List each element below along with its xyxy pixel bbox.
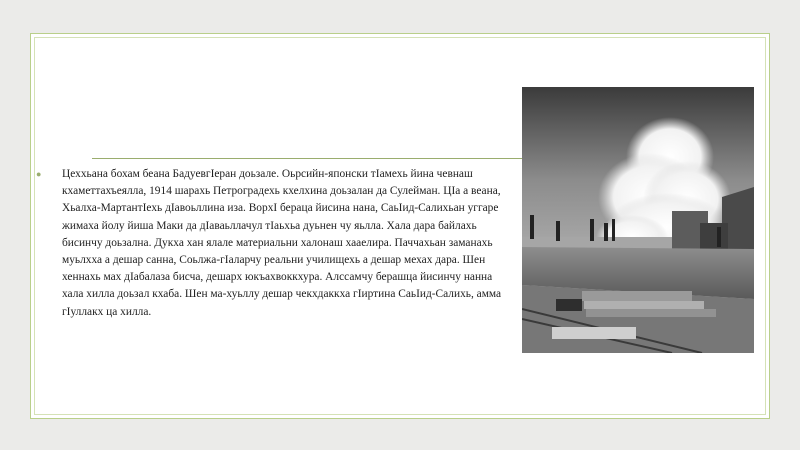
body-text-block: [36, 166, 516, 321]
historical-photo: [522, 87, 754, 353]
body-paragraph: Цеххьана бохам беана БадуевгIеран доьзале. Оьрсийн-японски тIамехь йина чевнаш кхаметтахъеялла, 1914 шарахь Петроградехь кхелхина доьзалан да Сулейман. ЦIа а веана, Хьалха-МартантIехь дIавоьллина иза. ВорхI бераца йисина нана, СаьIид-Салихьан уггаре жимаха йолу йиша Маки да дIаваьллачул тIаьхьа дуьнен чу яьлла. Хала дара байлахь бисинчу доьзална. Дукха хан ялале материальни халонаш хааелира. Паччахьан заманахь муьлхха а дешар санна, Соьлжа-гIаларчу реальни училищехь а дешар мехах дара. Шен хеннахь мах дIабалаза бисча, дешарх юкъахвоккхура. Алссамчу берашца йисинчу нанна хала хилла доьзал кхаба. Шен ма-хуьллу дешар чекхдаккха гIиртина СаьIид-Салихь, амма гIуллакх ца хилла.: [62, 168, 502, 318]
bullet-icon: ●: [36, 169, 42, 179]
artillery-photo-illustration: [522, 87, 754, 353]
title-divider-line: [92, 158, 522, 159]
